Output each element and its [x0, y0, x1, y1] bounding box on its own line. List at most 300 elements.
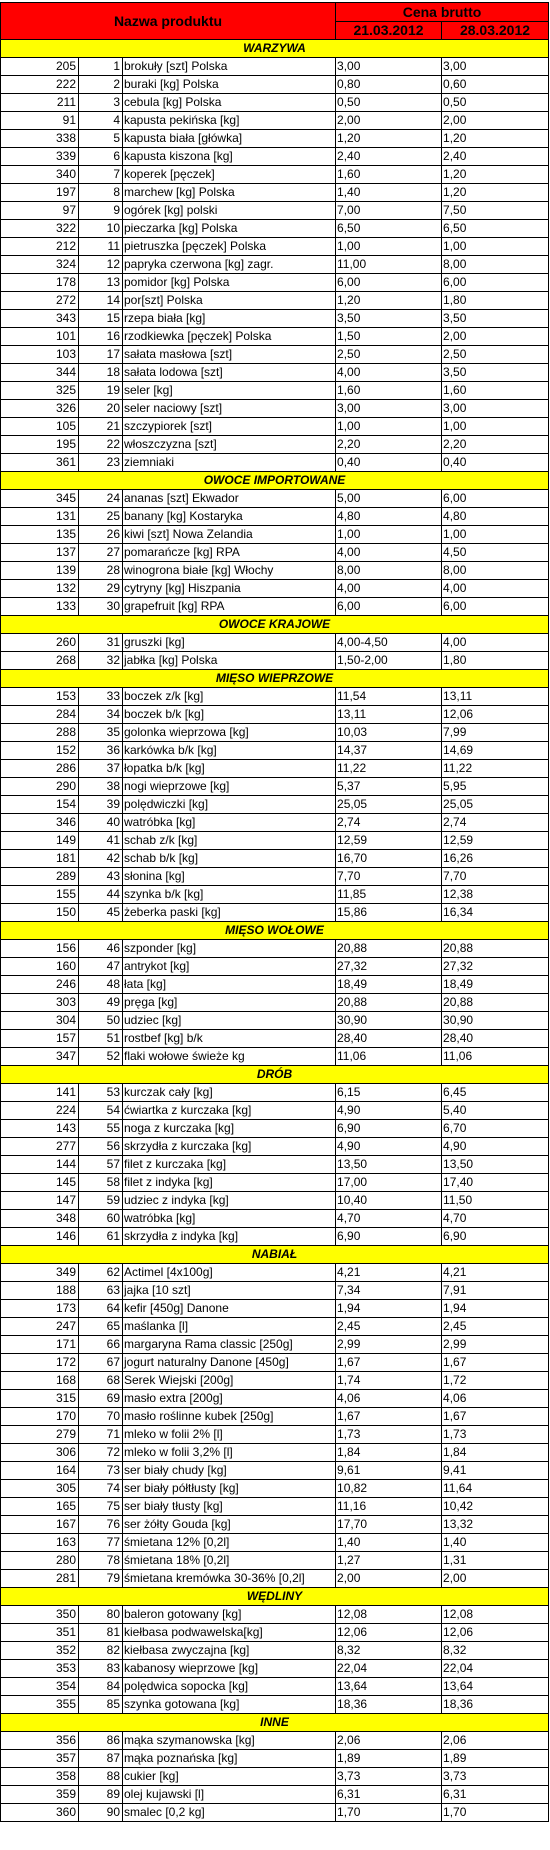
price-date1-cell: 1,67 [336, 1354, 442, 1372]
table-row [1, 1084, 549, 1102]
table-row [1, 1228, 549, 1246]
number-cell: 47 [79, 958, 123, 976]
table-row [1, 1516, 549, 1534]
price-date1-cell: 1,74 [336, 1372, 442, 1390]
price-date2-cell: 16,26 [442, 850, 549, 868]
product-name-cell: seler naciowy [szt] [123, 400, 336, 418]
table-row [1, 166, 549, 184]
price-date1-cell: 13,64 [336, 1678, 442, 1696]
number-cell: 76 [79, 1516, 123, 1534]
store-id-cell: 346 [1, 814, 79, 832]
table-row [1, 580, 549, 598]
table-row [1, 544, 549, 562]
price-date1-cell: 13,11 [336, 706, 442, 724]
table-row [1, 256, 549, 274]
store-id-cell: 345 [1, 490, 79, 508]
header-row-top [1, 3, 549, 22]
price-date2-cell: 12,06 [442, 706, 549, 724]
price-date1-cell: 11,22 [336, 760, 442, 778]
store-id-cell: 173 [1, 1300, 79, 1318]
price-date1-cell: 6,31 [336, 1786, 442, 1804]
price-date2-cell: 12,08 [442, 1606, 549, 1624]
store-id-cell: 163 [1, 1534, 79, 1552]
number-cell: 52 [79, 1048, 123, 1066]
store-id-cell: 279 [1, 1426, 79, 1444]
price-date2-cell: 30,90 [442, 1012, 549, 1030]
number-cell: 12 [79, 256, 123, 274]
product-name-cell: ogórek [kg] polski [123, 202, 336, 220]
price-date2-cell: 10,42 [442, 1498, 549, 1516]
number-cell: 86 [79, 1732, 123, 1750]
store-id-cell: 306 [1, 1444, 79, 1462]
number-cell: 79 [79, 1570, 123, 1588]
table-row [1, 832, 549, 850]
number-cell: 54 [79, 1102, 123, 1120]
number-cell: 44 [79, 886, 123, 904]
table-row [1, 1354, 549, 1372]
price-date1-cell: 1,00 [336, 418, 442, 436]
price-date2-cell: 1,84 [442, 1444, 549, 1462]
store-id-cell: 160 [1, 958, 79, 976]
product-name-cell: pietruszka [pęczek] Polska [123, 238, 336, 256]
price-date2-cell: 12,38 [442, 886, 549, 904]
price-date1-cell: 3,50 [336, 310, 442, 328]
price-date2-cell: 1,89 [442, 1750, 549, 1768]
price-date2-cell: 18,36 [442, 1696, 549, 1714]
price-date2-cell: 7,99 [442, 724, 549, 742]
store-id-cell: 91 [1, 112, 79, 130]
price-date1-cell: 7,70 [336, 868, 442, 886]
number-cell: 34 [79, 706, 123, 724]
number-cell: 18 [79, 364, 123, 382]
table-row [1, 688, 549, 706]
price-date1-cell: 1,00 [336, 526, 442, 544]
store-id-cell: 304 [1, 1012, 79, 1030]
table-row [1, 1408, 549, 1426]
price-date2-cell: 6,70 [442, 1120, 549, 1138]
price-date1-cell: 5,00 [336, 490, 442, 508]
product-name-cell: Actimel [4x100g] [123, 1264, 336, 1282]
price-date1-cell: 1,73 [336, 1426, 442, 1444]
price-date2-cell: 17,40 [442, 1174, 549, 1192]
number-cell: 35 [79, 724, 123, 742]
product-name-cell: buraki [kg] Polska [123, 76, 336, 94]
price-date2-cell: 7,91 [442, 1282, 549, 1300]
store-id-cell: 170 [1, 1408, 79, 1426]
table-row [1, 274, 549, 292]
store-id-cell: 286 [1, 760, 79, 778]
number-cell: 61 [79, 1228, 123, 1246]
category-title: DRÓB [1, 1066, 549, 1084]
product-name-cell: śmietana 12% [0,2l] [123, 1534, 336, 1552]
number-cell: 81 [79, 1624, 123, 1642]
table-row [1, 526, 549, 544]
table-row [1, 724, 549, 742]
product-name-cell: karkówka b/k [kg] [123, 742, 336, 760]
number-cell: 17 [79, 346, 123, 364]
price-date2-cell: 1,31 [442, 1552, 549, 1570]
category-title: OWOCE KRAJOWE [1, 616, 549, 634]
store-id-cell: 147 [1, 1192, 79, 1210]
product-name-cell: antrykot [kg] [123, 958, 336, 976]
product-name-cell: śmietana 18% [0,2l] [123, 1552, 336, 1570]
price-date1-cell: 18,36 [336, 1696, 442, 1714]
price-date1-cell: 12,59 [336, 832, 442, 850]
price-date2-cell: 4,90 [442, 1138, 549, 1156]
number-cell: 22 [79, 436, 123, 454]
price-date2-cell: 2,99 [442, 1336, 549, 1354]
number-cell: 56 [79, 1138, 123, 1156]
product-name-cell: masło roślinne kubek [250g] [123, 1408, 336, 1426]
price-date2-cell: 6,00 [442, 274, 549, 292]
product-name-cell: jabłka [kg] Polska [123, 652, 336, 670]
store-id-cell: 197 [1, 184, 79, 202]
table-row [1, 1300, 549, 1318]
price-date2-cell: 1,67 [442, 1354, 549, 1372]
table-row [1, 310, 549, 328]
table-row [1, 1426, 549, 1444]
price-date1-cell: 2,40 [336, 148, 442, 166]
product-name-cell: ser biały tłusty [kg] [123, 1498, 336, 1516]
product-name-cell: żeberka paski [kg] [123, 904, 336, 922]
price-date1-cell: 1,50 [336, 328, 442, 346]
table-row [1, 1210, 549, 1228]
product-name-cell: rostbef [kg] b/k [123, 1030, 336, 1048]
store-id-cell: 146 [1, 1228, 79, 1246]
price-date1-cell: 1,70 [336, 1804, 442, 1822]
product-name-cell: kapusta kiszona [kg] [123, 148, 336, 166]
product-name-cell: golonka wieprzowa [kg] [123, 724, 336, 742]
price-date2-cell: 14,69 [442, 742, 549, 760]
table-row [1, 1804, 549, 1822]
store-id-cell: 289 [1, 868, 79, 886]
number-cell: 1 [79, 58, 123, 76]
price-date1-cell: 27,32 [336, 958, 442, 976]
price-date2-cell: 4,06 [442, 1390, 549, 1408]
price-date2-cell: 11,06 [442, 1048, 549, 1066]
price-date1-cell: 8,00 [336, 562, 442, 580]
table-row [1, 94, 549, 112]
number-cell: 72 [79, 1444, 123, 1462]
price-date2-cell: 3,50 [442, 364, 549, 382]
product-name-cell: kapusta biała [główka] [123, 130, 336, 148]
number-cell: 80 [79, 1606, 123, 1624]
price-date1-cell: 11,16 [336, 1498, 442, 1516]
store-id-cell: 354 [1, 1678, 79, 1696]
price-date1-cell: 7,34 [336, 1282, 442, 1300]
number-cell: 73 [79, 1462, 123, 1480]
number-cell: 68 [79, 1372, 123, 1390]
number-cell: 57 [79, 1156, 123, 1174]
product-name-cell: rzepa biała [kg] [123, 310, 336, 328]
price-date1-cell: 2,00 [336, 112, 442, 130]
price-date1-cell: 0,50 [336, 94, 442, 112]
table-row [1, 1768, 549, 1786]
number-cell: 39 [79, 796, 123, 814]
product-name-cell: schab z/k [kg] [123, 832, 336, 850]
product-name-cell: kurczak cały [kg] [123, 1084, 336, 1102]
number-cell: 27 [79, 544, 123, 562]
store-id-cell: 351 [1, 1624, 79, 1642]
price-date2-cell: 13,64 [442, 1678, 549, 1696]
table-row [1, 634, 549, 652]
number-cell: 42 [79, 850, 123, 868]
table-row [1, 760, 549, 778]
price-date2-cell: 16,34 [442, 904, 549, 922]
number-cell: 83 [79, 1660, 123, 1678]
product-name-cell: koperek [pęczek] [123, 166, 336, 184]
number-cell: 33 [79, 688, 123, 706]
price-date2-cell: 22,04 [442, 1660, 549, 1678]
table-row [1, 994, 549, 1012]
store-id-cell: 272 [1, 292, 79, 310]
table-row [1, 58, 549, 76]
store-id-cell: 141 [1, 1084, 79, 1102]
price-date2-cell: 1,00 [442, 418, 549, 436]
table-row [1, 814, 549, 832]
number-cell: 3 [79, 94, 123, 112]
number-cell: 36 [79, 742, 123, 760]
product-name-cell: udziec [kg] [123, 1012, 336, 1030]
table-row [1, 436, 549, 454]
store-id-cell: 360 [1, 1804, 79, 1822]
store-id-cell: 195 [1, 436, 79, 454]
price-date1-cell: 1,00 [336, 238, 442, 256]
store-id-cell: 246 [1, 976, 79, 994]
store-id-cell: 288 [1, 724, 79, 742]
number-cell: 43 [79, 868, 123, 886]
price-date2-cell: 1,00 [442, 526, 549, 544]
product-name-cell: maślanka [l] [123, 1318, 336, 1336]
price-date1-cell: 22,04 [336, 1660, 442, 1678]
store-id-cell: 152 [1, 742, 79, 760]
table-row [1, 868, 549, 886]
table-row [1, 1048, 549, 1066]
number-cell: 55 [79, 1120, 123, 1138]
product-name-cell: boczek z/k [kg] [123, 688, 336, 706]
store-id-cell: 224 [1, 1102, 79, 1120]
product-name-cell: mleko w folii 3,2% [l] [123, 1444, 336, 1462]
table-row [1, 418, 549, 436]
price-date2-cell: 4,80 [442, 508, 549, 526]
price-date2-cell: 8,00 [442, 256, 549, 274]
category-row [1, 922, 549, 940]
product-name-cell: ziemniaki [123, 454, 336, 472]
number-cell: 14 [79, 292, 123, 310]
product-name-cell: udziec z indyka [kg] [123, 1192, 336, 1210]
number-cell: 62 [79, 1264, 123, 1282]
price-date2-cell: 1,20 [442, 130, 549, 148]
number-cell: 67 [79, 1354, 123, 1372]
product-name-cell: szynka gotowana [kg] [123, 1696, 336, 1714]
price-date2-cell: 1,80 [442, 652, 549, 670]
price-date2-cell: 27,32 [442, 958, 549, 976]
price-date2-cell: 4,21 [442, 1264, 549, 1282]
store-id-cell: 205 [1, 58, 79, 76]
product-name-cell: cukier [kg] [123, 1768, 336, 1786]
number-cell: 13 [79, 274, 123, 292]
product-name-cell: pomarańcze [kg] RPA [123, 544, 336, 562]
store-id-cell: 172 [1, 1354, 79, 1372]
table-row [1, 1390, 549, 1408]
store-id-cell: 340 [1, 166, 79, 184]
product-name-cell: pręga [kg] [123, 994, 336, 1012]
store-id-cell: 339 [1, 148, 79, 166]
table-row [1, 1012, 549, 1030]
category-title: OWOCE IMPORTOWANE [1, 472, 549, 490]
number-cell: 58 [79, 1174, 123, 1192]
price-date2-cell: 12,06 [442, 1624, 549, 1642]
product-name-cell: watróbka [kg] [123, 1210, 336, 1228]
product-name-cell: olej kujawski [l] [123, 1786, 336, 1804]
price-date1-cell: 25,05 [336, 796, 442, 814]
price-date1-cell: 14,37 [336, 742, 442, 760]
store-id-cell: 355 [1, 1696, 79, 1714]
price-date2-cell: 6,50 [442, 220, 549, 238]
table-row [1, 1552, 549, 1570]
table-row [1, 490, 549, 508]
table-row [1, 130, 549, 148]
date-column-1: 21.03.2012 [336, 22, 442, 40]
product-name-cell: papryka czerwona [kg] zagr. [123, 256, 336, 274]
number-cell: 88 [79, 1768, 123, 1786]
store-id-cell: 325 [1, 382, 79, 400]
table-row [1, 1174, 549, 1192]
price-date2-cell: 28,40 [442, 1030, 549, 1048]
number-cell: 74 [79, 1480, 123, 1498]
price-date2-cell: 3,50 [442, 310, 549, 328]
product-name-cell: masło extra [200g] [123, 1390, 336, 1408]
price-date1-cell: 4,80 [336, 508, 442, 526]
price-date1-cell: 0,80 [336, 76, 442, 94]
table-row [1, 1192, 549, 1210]
table-row [1, 508, 549, 526]
table-body [1, 40, 549, 1822]
price-date2-cell: 4,70 [442, 1210, 549, 1228]
store-id-cell: 157 [1, 1030, 79, 1048]
product-name-cell: sałata lodowa [szt] [123, 364, 336, 382]
price-date1-cell: 1,20 [336, 130, 442, 148]
table-row [1, 940, 549, 958]
price-date2-cell: 20,88 [442, 940, 549, 958]
price-date1-cell: 13,50 [336, 1156, 442, 1174]
product-name-cell: łopatka b/k [kg] [123, 760, 336, 778]
number-cell: 46 [79, 940, 123, 958]
table-row [1, 652, 549, 670]
table-row [1, 1678, 549, 1696]
store-id-cell: 344 [1, 364, 79, 382]
number-cell: 37 [79, 760, 123, 778]
product-name-cell: winogrona białe [kg] Włochy [123, 562, 336, 580]
price-date1-cell: 2,45 [336, 1318, 442, 1336]
store-id-cell: 164 [1, 1462, 79, 1480]
table-row [1, 1120, 549, 1138]
product-name-cell: grapefruit [kg] RPA [123, 598, 336, 616]
price-date2-cell: 7,50 [442, 202, 549, 220]
store-id-cell: 353 [1, 1660, 79, 1678]
table-row [1, 292, 549, 310]
price-date2-cell: 1,00 [442, 238, 549, 256]
store-id-cell: 178 [1, 274, 79, 292]
category-row [1, 472, 549, 490]
number-cell: 78 [79, 1552, 123, 1570]
table-row [1, 742, 549, 760]
number-cell: 19 [79, 382, 123, 400]
product-name-cell: szponder [kg] [123, 940, 336, 958]
price-date1-cell: 5,37 [336, 778, 442, 796]
product-name-cell: kapusta pekińska [kg] [123, 112, 336, 130]
number-cell: 48 [79, 976, 123, 994]
store-id-cell: 145 [1, 1174, 79, 1192]
category-title: MIĘSO WOŁOWE [1, 922, 549, 940]
price-date2-cell: 0,60 [442, 76, 549, 94]
price-date1-cell: 2,74 [336, 814, 442, 832]
price-date2-cell: 11,64 [442, 1480, 549, 1498]
store-id-cell: 222 [1, 76, 79, 94]
table-row [1, 148, 549, 166]
table-row [1, 1444, 549, 1462]
store-id-cell: 359 [1, 1786, 79, 1804]
price-date2-cell: 8,32 [442, 1642, 549, 1660]
product-name-cell: kiełbasa podwawelska[kg] [123, 1624, 336, 1642]
product-name-cell: słonina [kg] [123, 868, 336, 886]
price-date2-cell: 20,88 [442, 994, 549, 1012]
product-name-cell: polędwiczki [kg] [123, 796, 336, 814]
store-id-cell: 211 [1, 94, 79, 112]
price-date2-cell: 6,00 [442, 598, 549, 616]
store-id-cell: 338 [1, 130, 79, 148]
price-date1-cell: 1,67 [336, 1408, 442, 1426]
number-cell: 16 [79, 328, 123, 346]
price-date1-cell: 4,21 [336, 1264, 442, 1282]
product-name-cell: banany [kg] Kostaryka [123, 508, 336, 526]
table-row [1, 346, 549, 364]
price-date1-cell: 4,00 [336, 544, 442, 562]
number-cell: 70 [79, 1408, 123, 1426]
product-name-cell: pieczarka [kg] Polska [123, 220, 336, 238]
product-name-cell: ser żółty Gouda [kg] [123, 1516, 336, 1534]
store-id-cell: 361 [1, 454, 79, 472]
number-cell: 30 [79, 598, 123, 616]
number-cell: 38 [79, 778, 123, 796]
number-cell: 71 [79, 1426, 123, 1444]
price-date1-cell: 20,88 [336, 994, 442, 1012]
number-cell: 31 [79, 634, 123, 652]
table-row [1, 796, 549, 814]
category-row [1, 1246, 549, 1264]
store-id-cell: 343 [1, 310, 79, 328]
number-cell: 75 [79, 1498, 123, 1516]
store-id-cell: 358 [1, 1768, 79, 1786]
price-date1-cell: 1,40 [336, 1534, 442, 1552]
category-row [1, 40, 549, 58]
store-id-cell: 352 [1, 1642, 79, 1660]
product-name-cell: schab b/k [kg] [123, 850, 336, 868]
price-date2-cell: 1,70 [442, 1804, 549, 1822]
store-id-cell: 280 [1, 1552, 79, 1570]
product-name-cell: jajka [10 szt] [123, 1282, 336, 1300]
price-header: Cena brutto [336, 3, 549, 22]
product-name-cell: flaki wołowe świeże kg [123, 1048, 336, 1066]
price-date2-cell: 2,20 [442, 436, 549, 454]
price-date1-cell: 6,15 [336, 1084, 442, 1102]
store-id-cell: 171 [1, 1336, 79, 1354]
store-id-cell: 133 [1, 598, 79, 616]
price-date1-cell: 4,90 [336, 1138, 442, 1156]
price-date2-cell: 5,95 [442, 778, 549, 796]
table-row [1, 364, 549, 382]
price-date2-cell: 6,31 [442, 1786, 549, 1804]
